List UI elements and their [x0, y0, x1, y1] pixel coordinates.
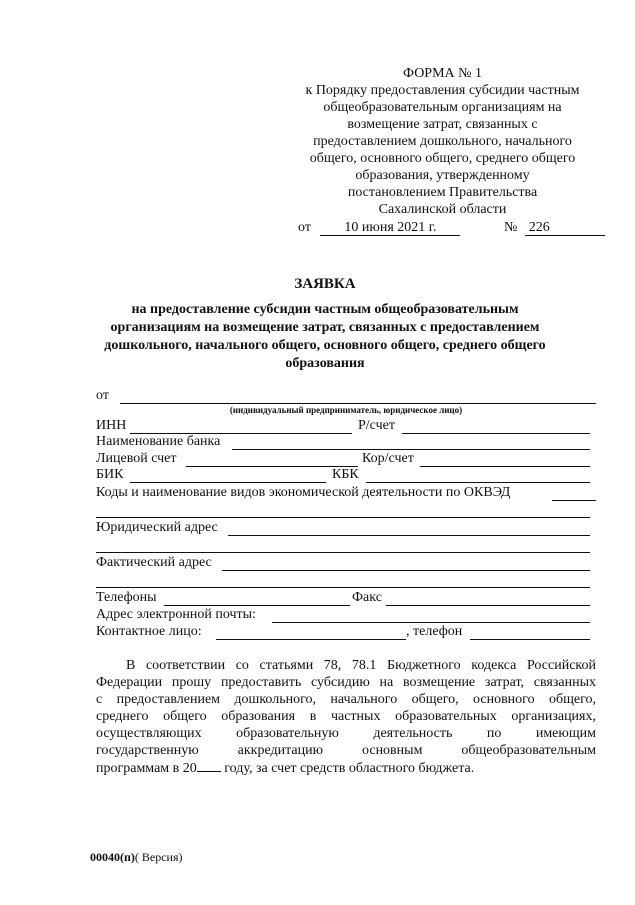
okved-continuation-row	[96, 502, 596, 520]
from-row	[96, 388, 596, 406]
contact-phone-label: , телефон	[406, 624, 463, 639]
header-line: предоставлением дошкольного, начального	[313, 134, 572, 149]
legal-address-continuation-row	[96, 537, 596, 555]
form-number-label	[290, 65, 595, 82]
phones-row	[96, 590, 596, 608]
from-label: от	[96, 388, 109, 403]
subtitle-line: на предоставление субсидии частным общеобразовательным	[131, 302, 519, 317]
document-title: ЗАЯВКА	[294, 276, 356, 292]
okved-label: Коды и наименование видов экономической деятельности по ОКВЭД	[96, 485, 511, 500]
document-subtitle	[60, 301, 590, 373]
legal-address-field[interactable]	[228, 535, 590, 536]
footer-code-value: 00040(п)	[90, 850, 135, 864]
subtitle-line: образования	[285, 356, 365, 371]
okved-field-extra[interactable]	[96, 517, 590, 518]
date-prefix: от	[298, 220, 311, 235]
paragraph-line: В соответствии со статьями 78, 78.1 Бюджетного кодекса Российской	[126, 658, 596, 673]
phones-label: Телефоны	[96, 590, 157, 605]
bik-label: БИК	[96, 467, 124, 482]
header-line: образования, утвержденному	[355, 168, 530, 183]
header-line: общего, основного общего, среднего общего	[309, 151, 576, 166]
number-prefix: №	[503, 220, 518, 235]
email-row	[96, 607, 596, 625]
okved-row	[96, 485, 596, 503]
header-approval-text	[290, 82, 595, 218]
kbk-field[interactable]	[366, 482, 590, 483]
year-blank-field[interactable]	[197, 759, 221, 772]
account-label: Р/счет	[358, 418, 395, 433]
bank-row	[96, 434, 596, 452]
actual-address-label: Фактический адрес	[96, 555, 212, 570]
header-line: общеобразовательным организациям на	[323, 100, 562, 115]
actual-address-continuation-row	[96, 572, 596, 590]
paragraph-line: с предоставлением дошкольного, начального общего, основного общего,	[96, 692, 596, 707]
bik-field[interactable]	[130, 482, 326, 483]
email-label: Адрес электронной почты:	[96, 607, 256, 622]
paragraph-last-line	[96, 759, 596, 777]
kbk-label: КБК	[332, 467, 359, 482]
footer-code	[90, 850, 183, 865]
contact-person-field[interactable]	[216, 639, 406, 640]
header-line: Сахалинской области	[378, 202, 507, 217]
subtitle-line: дошкольного, начального общего, основного общего, среднего общего	[104, 338, 546, 353]
actual-address-field-extra[interactable]	[96, 587, 590, 588]
legal-address-row	[96, 520, 596, 538]
from-hint: (индивидуальный предприниматель, юридическое лицо)	[229, 405, 463, 415]
contact-phone-field[interactable]	[470, 639, 590, 640]
fax-label: Факс	[352, 590, 382, 605]
corr-account-label: Кор/счет	[362, 451, 414, 466]
phones-field[interactable]	[164, 605, 350, 606]
fax-field[interactable]	[386, 605, 590, 606]
personal-account-label: Лицевой счет	[96, 451, 177, 466]
subtitle-line: организациям на возмещение затрат, связанных с предоставлением	[110, 320, 540, 335]
bank-label: Наименование банка	[96, 434, 221, 449]
paragraph-line: среднего общего образования в частных образовательных организациях,	[96, 709, 596, 724]
from-field[interactable]	[120, 403, 596, 404]
approval-date-line	[298, 220, 590, 236]
contact-label: Контактное лицо:	[96, 624, 202, 639]
bank-field[interactable]	[232, 449, 590, 450]
paragraph-line: Федерации прошу предоставить субсидию на возмещение затрат, связанных	[96, 675, 596, 690]
actual-address-row	[96, 555, 596, 573]
approval-date: 10 июня 2021 г.	[320, 220, 460, 236]
approval-number: 226	[525, 220, 605, 236]
paragraph-line: государственную аккредитацию основным общеобразовательным	[96, 743, 596, 758]
contact-row	[96, 624, 596, 642]
email-field[interactable]	[272, 622, 590, 623]
header-line: к Порядку предоставления субсидии частным	[305, 83, 580, 98]
form-label: ФОРМА № 1	[402, 66, 483, 81]
actual-address-field[interactable]	[222, 570, 590, 571]
paragraph-last-before: программам в 20	[96, 761, 197, 776]
header-line: постановлением Правительства	[347, 185, 538, 200]
inn-label: ИНН	[96, 418, 127, 433]
request-paragraph	[96, 657, 596, 777]
paragraph-line: осуществляющих образовательную деятельность по имеющим	[96, 726, 596, 741]
bik-row	[96, 467, 596, 485]
legal-address-field-extra[interactable]	[96, 552, 590, 553]
legal-address-label: Юридический адрес	[96, 520, 218, 535]
okved-field[interactable]	[552, 500, 596, 501]
header-line: возмещение затрат, связанных с	[347, 117, 538, 132]
paragraph-last-after: году, за счет средств областного бюджета.	[220, 761, 475, 776]
footer-version: ( Версия)	[134, 850, 183, 864]
